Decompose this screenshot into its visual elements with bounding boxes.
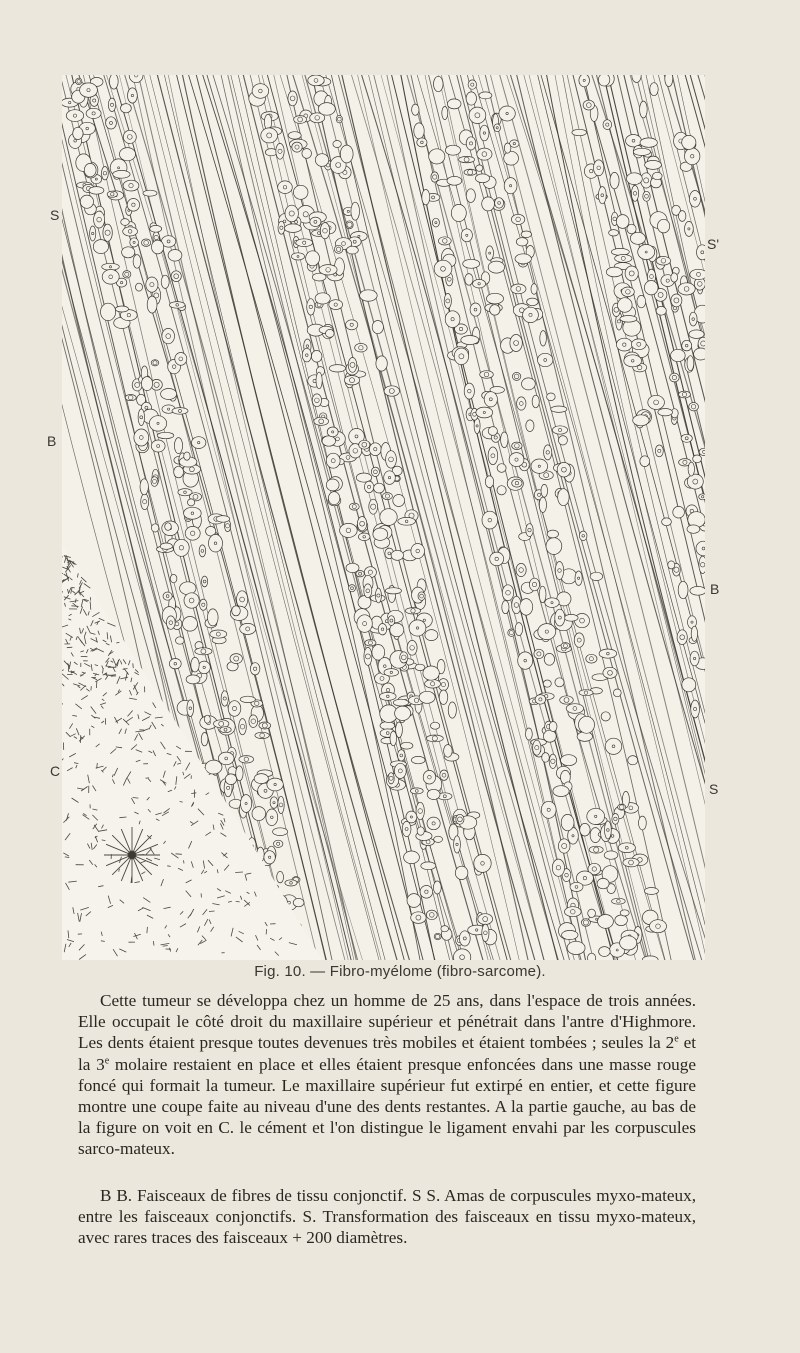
paragraph-description-text-2: et la 3 <box>78 1033 696 1074</box>
figure-caption: Fig. 10. — Fibro-myélome (fibro-sarcome). <box>254 963 546 980</box>
histology-figure <box>62 75 705 960</box>
paragraph-legend: B B. Faisceaux de fibres de tissu conjonctif. S S. Amas de corpuscules myxo-mateux, entre les faisceaux conjonctifs. S. Transformation des faisceaux en tissu myxo-mateux, avec rares traces des faisceaux + 200 diamètres. <box>78 1186 696 1248</box>
figure-label-s-bottom-right: S <box>709 781 719 797</box>
figure-label-b-right: B <box>710 581 720 597</box>
figure-label-s-top-left: S <box>50 207 60 223</box>
ordinal-suffix-2: e <box>104 1054 110 1066</box>
paragraph-description-text-3: molaire restaient en place et elles étaient presque enfoncées dans une masse rouge foncé qui formait la tumeur. Le maxillaire supérieur fut extirpé en entier, et cette figure montre une coupe faite au niveau d'une des dents restantes. A la partie gauche, au bas de la figure on voit en C. le cément et l'on distingue le ligament envahi par les corpuscules sarco-mateux. <box>78 1054 696 1159</box>
paragraph-description <box>78 990 696 1160</box>
figure-label-b-left: B <box>47 433 57 449</box>
figure-label-c-left: C <box>50 763 61 779</box>
paragraph-description-text-1: Cette tumeur se développa chez un homme de 25 ans, dans l'espace de trois années. Elle occupait le côté droit du maxillaire supérieur et pénétrait dans l'antre d'Highmore. Les dents étaient presque toutes devenues très mobiles et étaient tombées ; seules la 2 <box>78 991 696 1053</box>
ordinal-suffix-1: e <box>674 1033 679 1045</box>
histology-engraving <box>62 75 705 960</box>
figure-label-s-prime-right: S' <box>707 236 720 252</box>
